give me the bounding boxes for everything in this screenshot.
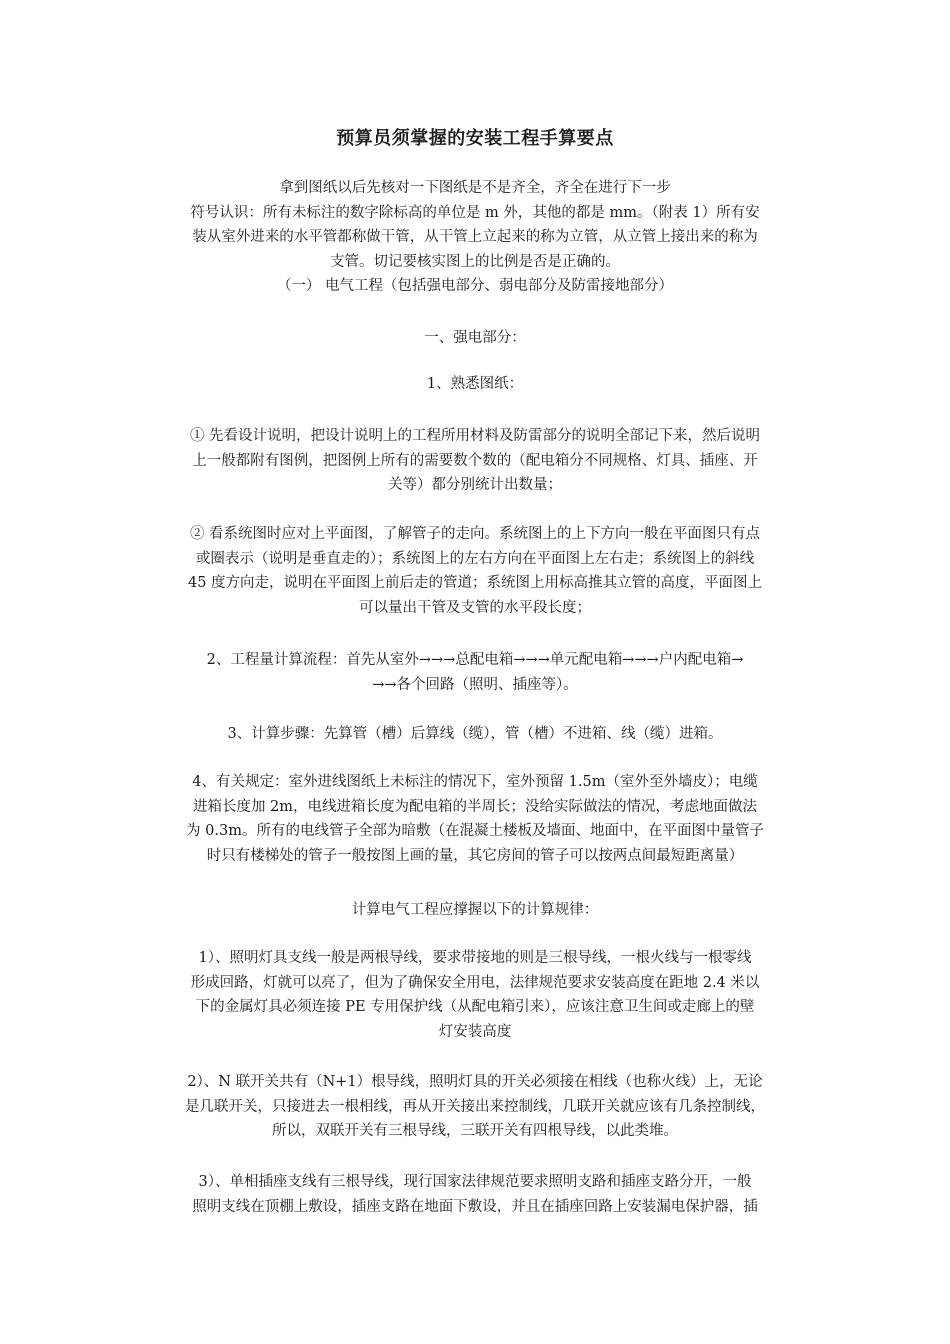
text-line: 关等）都分别统计出数量； bbox=[388, 477, 562, 493]
text-line: 2、工程量计算流程：首先从室外→→→总配电箱→→→单元配电箱→→→户内配电箱→ bbox=[206, 652, 744, 668]
section-heading bbox=[140, 326, 810, 351]
paragraph-regulations bbox=[140, 770, 810, 868]
text-line: 装从室外进来的水平管都称做干管，从干管上立起来的称为立管，从立管上接出来的称为 bbox=[192, 229, 758, 245]
text-line: ② 看系统图时应对上平面图，了解管子的走向。系统图上的上下方向一般在平面图只有点 bbox=[189, 526, 761, 542]
text-line: 所以，双联开关有三根导线，三联开关有四根导线，以此类堆。 bbox=[272, 1123, 678, 1139]
text-line: 支管。切记要核实图上的比例是否是正确的。 bbox=[330, 253, 620, 270]
rule-lighting-branch bbox=[140, 946, 810, 1044]
text-line: 或圈表示（说明是垂直走的）；系统图上的左右方向在平面图上左右走；系统图上的斜线 bbox=[195, 550, 755, 567]
text-line: 灯安装高度 bbox=[438, 1023, 512, 1040]
document-title: 预算员须掌握的安装工程手算要点 bbox=[336, 128, 614, 149]
section-heading-text: 一、强电部分： bbox=[424, 330, 526, 346]
text-line: ① 先看设计说明，把设计说明上的工程所用材料及防雷部分的说明全部记下来，然后说明 bbox=[189, 428, 761, 444]
rule-socket-branch bbox=[140, 1170, 810, 1219]
text-line: 45 度方向走，说明在平面图上前后走的管道；系统图上用标高推其立管的高度，平面图上 bbox=[187, 575, 763, 591]
rules-heading-text: 计算电气工程应撑握以下的计算规律： bbox=[351, 902, 599, 918]
text-line: 符号认识：所有未标注的数字除标高的单位是 m 外，其他的都是 mm。（附表 1）所有安 bbox=[190, 204, 760, 221]
text-line: 进箱长度加 2m，电线进箱长度为配电箱的半周长；没给实际做法的情况，考虑地面做法 bbox=[192, 798, 758, 815]
text-line: 3）、单相插座支线有三根导线，现行国家法律规范要求照明支路和插座支路分开，一般 bbox=[198, 1174, 752, 1190]
intro-paragraph bbox=[140, 176, 810, 299]
text-line: 是几联开关，只接进去一根相线，再从开关接出来控制线，几联开关就应该有几条控制线， bbox=[185, 1098, 765, 1115]
text-line: 照明支线在顶棚上敷设，插座支路在地面下敷设，并且在插座回路上安装漏电保护器，插 bbox=[192, 1198, 758, 1215]
subheading-familiarize bbox=[140, 372, 810, 397]
rule-switch-wires bbox=[140, 1070, 810, 1144]
text-line: →→各个回路（照明、插座等）。 bbox=[372, 676, 578, 693]
text-line: 拿到图纸以后先核对一下图纸是不是齐全，齐全在进行下一步 bbox=[279, 180, 671, 196]
text-line: 3、计算步骤：先算管（槽）后算线（缆），管（槽）不进箱、线（缆）进箱。 bbox=[227, 726, 723, 742]
text-line: 1）、照明灯具支线一般是两根导线，要求带接地的则是三根导线，一根火线与一根零线 bbox=[198, 950, 752, 966]
text-line: 为 0.3m。所有的电线管子全部为暗敷（在混凝土楼板及墙面、地面中，在平面图中量管子 bbox=[186, 823, 764, 839]
subheading-text: 1、熟悉图纸： bbox=[426, 376, 524, 392]
text-line: 可以量出干管及支管的水平段长度； bbox=[359, 599, 591, 616]
paragraph-calc-steps bbox=[140, 722, 810, 747]
paragraph-design-notes bbox=[140, 424, 810, 498]
paragraph-system-diagram bbox=[140, 522, 810, 620]
text-line: 时只有楼梯处的管子一般按图上画的量，其它房间的管子可以按两点间最短距离量） bbox=[206, 847, 744, 864]
section-label: （一） 电气工程（包括强电部分、弱电部分及防雷接地部分） bbox=[276, 278, 674, 294]
paragraph-calc-flow bbox=[140, 648, 810, 697]
rules-heading bbox=[140, 898, 810, 923]
text-line: 上一般都附有图例，把图例上所有的需要数个数的（配电箱分不同规格、灯具、插座、开 bbox=[192, 452, 758, 469]
text-line: 下的金属灯具必须连接 PE 专用保护线（从配电箱引来），应该注意卫生间或走廊上的壁 bbox=[195, 999, 755, 1015]
text-line: 形成回路，灯就可以亮了，但为了确保安全用电，法律规范要求安装高度在距地 2.4 米以 bbox=[190, 974, 760, 991]
text-line: 2）、N 联开关共有（N+1）根导线，照明灯具的开关必须接在相线（也称火线）上，无论 bbox=[187, 1074, 763, 1090]
text-line: 4、有关规定：室外进线图纸上未标注的情况下，室外预留 1.5m（室外至外墙皮）；电缆 bbox=[192, 774, 758, 790]
